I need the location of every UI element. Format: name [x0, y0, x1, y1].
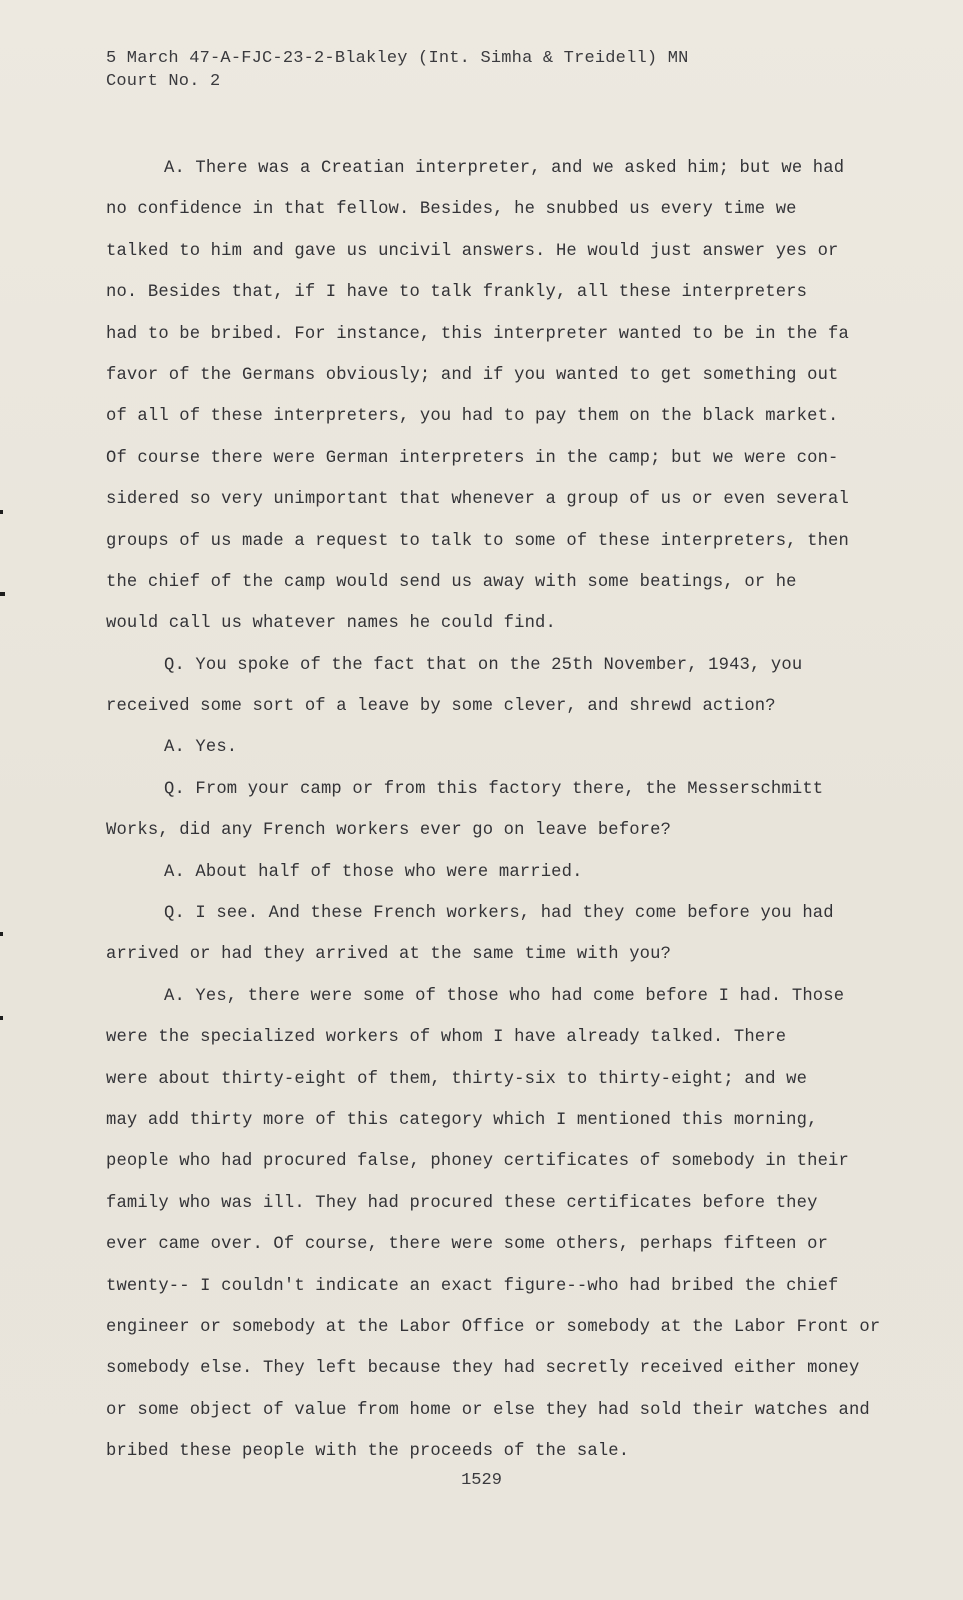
transcript-line: no confidence in that fellow. Besides, he snubbed us every time we: [106, 200, 797, 220]
transcript-line: Q. You spoke of the fact that on the 25th November, 1943, you: [164, 655, 803, 675]
transcript-line: A. Yes, there were some of those who had come before I had. Those: [164, 986, 845, 1006]
transcript-line: of all of these interpreters, you had to pay them on the black market.: [106, 407, 839, 427]
transcript-body: [106, 148, 881, 1473]
binding-mark-4: [0, 1016, 3, 1020]
document-header: [106, 47, 866, 93]
header-reference-line: 5 March 47-A-FJC-23-2-Blakley (Int. Simha & Treidell) MN: [106, 49, 689, 68]
transcript-line: arrived or had they arrived at the same time with you?: [106, 945, 672, 965]
transcript-line: family who was ill. They had procured these certificates before they: [106, 1193, 818, 1213]
transcript-line: sidered so very unimportant that whenever a group of us or even several: [106, 490, 849, 510]
transcript-line: may add thirty more of this category which I mentioned this morning,: [106, 1110, 818, 1130]
transcript-line: groups of us made a request to talk to some of these interpreters, then: [106, 531, 849, 551]
transcript-line: A. About half of those who were married.: [164, 862, 583, 882]
transcript-line: or some object of value from home or else they had sold their watches and: [106, 1400, 870, 1420]
binding-mark-2: [0, 592, 5, 596]
binding-mark-3: [0, 932, 3, 936]
transcript-line: were about thirty-eight of them, thirty-six to thirty-eight; and we: [106, 1069, 808, 1089]
transcript-line: Works, did any French workers ever go on leave before?: [106, 821, 672, 841]
transcript-line: Q. I see. And these French workers, had they come before you had: [164, 904, 834, 924]
transcript-line: the chief of the camp would send us away with some beatings, or he: [106, 572, 797, 592]
transcript-line: were the specialized workers of whom I have already talked. There: [106, 1028, 787, 1048]
transcript-line: A. There was a Creatian interpreter, and we asked him; but we had: [164, 159, 845, 178]
transcript-line: favor of the Germans obviously; and if you wanted to get something out: [106, 365, 839, 385]
transcript-line: twenty-- I couldn't indicate an exact figure--who had bribed the chief: [106, 1276, 839, 1296]
transcript-line: ever came over. Of course, there were some others, perhaps fifteen or: [106, 1235, 829, 1255]
transcript-line: would call us whatever names he could find.: [106, 614, 556, 634]
transcript-line: received some sort of a leave by some clever, and shrewd action?: [106, 697, 776, 717]
page-number: 1529: [461, 1471, 502, 1490]
transcript-line: somebody else. They left because they had secretly received either money: [106, 1359, 860, 1379]
transcript-line: A. Yes.: [164, 738, 238, 758]
transcript-line: had to be bribed. For instance, this interpreter wanted to be in the fa: [106, 324, 849, 344]
transcript-line: engineer or somebody at the Labor Office or somebody at the Labor Front or: [106, 1317, 881, 1337]
binding-mark-1: [0, 510, 3, 514]
transcript-line: talked to him and gave us uncivil answers. He would just answer yes or: [106, 241, 839, 261]
header-court-line: Court No. 2: [106, 72, 221, 91]
transcript-line: no. Besides that, if I have to talk frankly, all these interpreters: [106, 283, 808, 303]
transcript-line: Q. From your camp or from this factory there, the Messerschmitt: [164, 779, 824, 799]
transcript-line: people who had procured false, phoney certificates of somebody in their: [106, 1152, 849, 1172]
transcript-line: Of course there were German interpreters in the camp; but we were con-: [106, 448, 839, 468]
transcript-line: bribed these people with the proceeds of the sale.: [106, 1442, 630, 1462]
